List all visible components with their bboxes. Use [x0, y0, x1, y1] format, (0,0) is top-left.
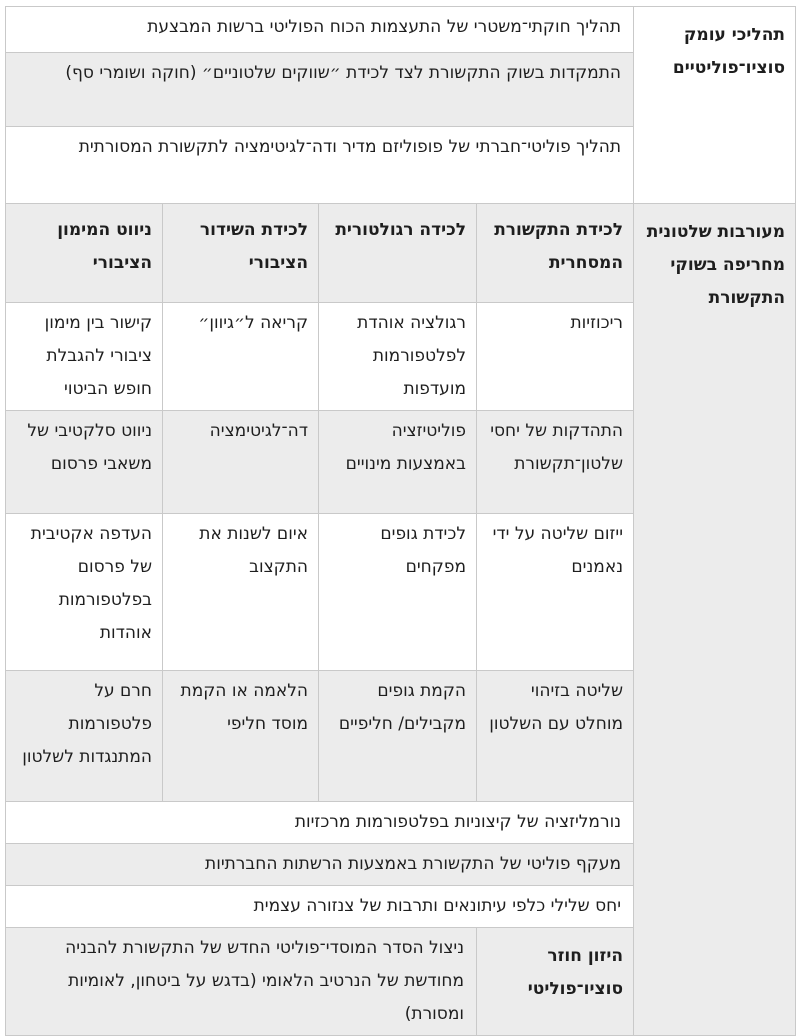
- depth-row-1: [6, 7, 796, 53]
- row-header-depth: תהליכי עומק סוציו־פוליטיים: [634, 7, 796, 204]
- media-capture-table: [5, 6, 796, 1036]
- grid-cell: הלאמה או הקמת מוסד חליפי: [163, 671, 319, 802]
- row-header-intervention: מעורבות שלטונית מחריפה בשוקי התקשורת: [634, 204, 796, 1036]
- column-header-regulatory: לכידה רגולטורית: [319, 204, 477, 303]
- grid-cell: ייזום שליטה על ידי נאמנים: [477, 514, 634, 671]
- grid-cell: לכידת גופים מפקחים: [319, 514, 477, 671]
- row-header-feedback: היזון חוזר סוציו־פוליטי: [477, 928, 634, 1036]
- grid-cell: דה־לגיטימציה: [163, 411, 319, 514]
- depth-cell-2: התמקדות בשוק התקשורת לצד לכידת ״שווקים שלטוניים״ (חוקה ושומרי סף): [6, 53, 634, 127]
- grid-cell: ניווט סלקטיבי של משאבי פרסום: [6, 411, 163, 514]
- grid-cell: ריכוזיות: [477, 303, 634, 411]
- grid-cell: הקמת גופים מקבילים/ חליפיים: [319, 671, 477, 802]
- grid-cell: רגולציה אוהדת לפלטפורמות מועדפות: [319, 303, 477, 411]
- column-header-commercial: לכידת התקשורת המסחרית: [477, 204, 634, 303]
- extra-cell-3: יחס שלילי כלפי עיתונאים ותרבות של צנזורה עצמית: [6, 886, 634, 928]
- extra-cell-2: מעקף פוליטי של התקשורת באמצעות הרשתות החברתיות: [6, 844, 634, 886]
- grid-cell: העדפה אקטיבית של פרסום בפלטפורמות אוהדות: [6, 514, 163, 671]
- feedback-cell: ניצול הסדר המוסדי־פוליטי החדש של התקשורת להבניה מחודשת של הנרטיב הלאומי (בדגש על ביטחון, לאומיות ומסורת): [6, 928, 477, 1036]
- grid-cell: התהדקות של יחסי שלטון־תקשורת: [477, 411, 634, 514]
- grid-cell: קישור בין מימון ציבורי להגבלת חופש הביטוי: [6, 303, 163, 411]
- column-header-public-broadcast: לכידת השידור הציבורי: [163, 204, 319, 303]
- grid-cell: חרם על פלטפורמות המתנגדות לשלטון: [6, 671, 163, 802]
- grid-cell: קריאה ל״גיוון״: [163, 303, 319, 411]
- grid-cell: שליטה בזיהוי מוחלט עם השלטון: [477, 671, 634, 802]
- extra-cell-1: נורמליזציה של קיצוניות בפלטפורמות מרכזיות: [6, 802, 634, 844]
- grid-cell: פוליטיזציה באמצעות מינויים: [319, 411, 477, 514]
- intervention-header-row: [6, 204, 796, 303]
- grid-cell: איום לשנות את התקצוב: [163, 514, 319, 671]
- column-header-public-funding: ניווט המימון הציבורי: [6, 204, 163, 303]
- depth-cell-3: תהליך פוליטי־חברתי של פופוליזם מדיר ודה־לגיטימציה לתקשורת המסורתית: [6, 127, 634, 204]
- depth-cell-1: תהליך חוקתי־משטרי של התעצמות הכוח הפוליטי ברשות המבצעת: [6, 7, 634, 53]
